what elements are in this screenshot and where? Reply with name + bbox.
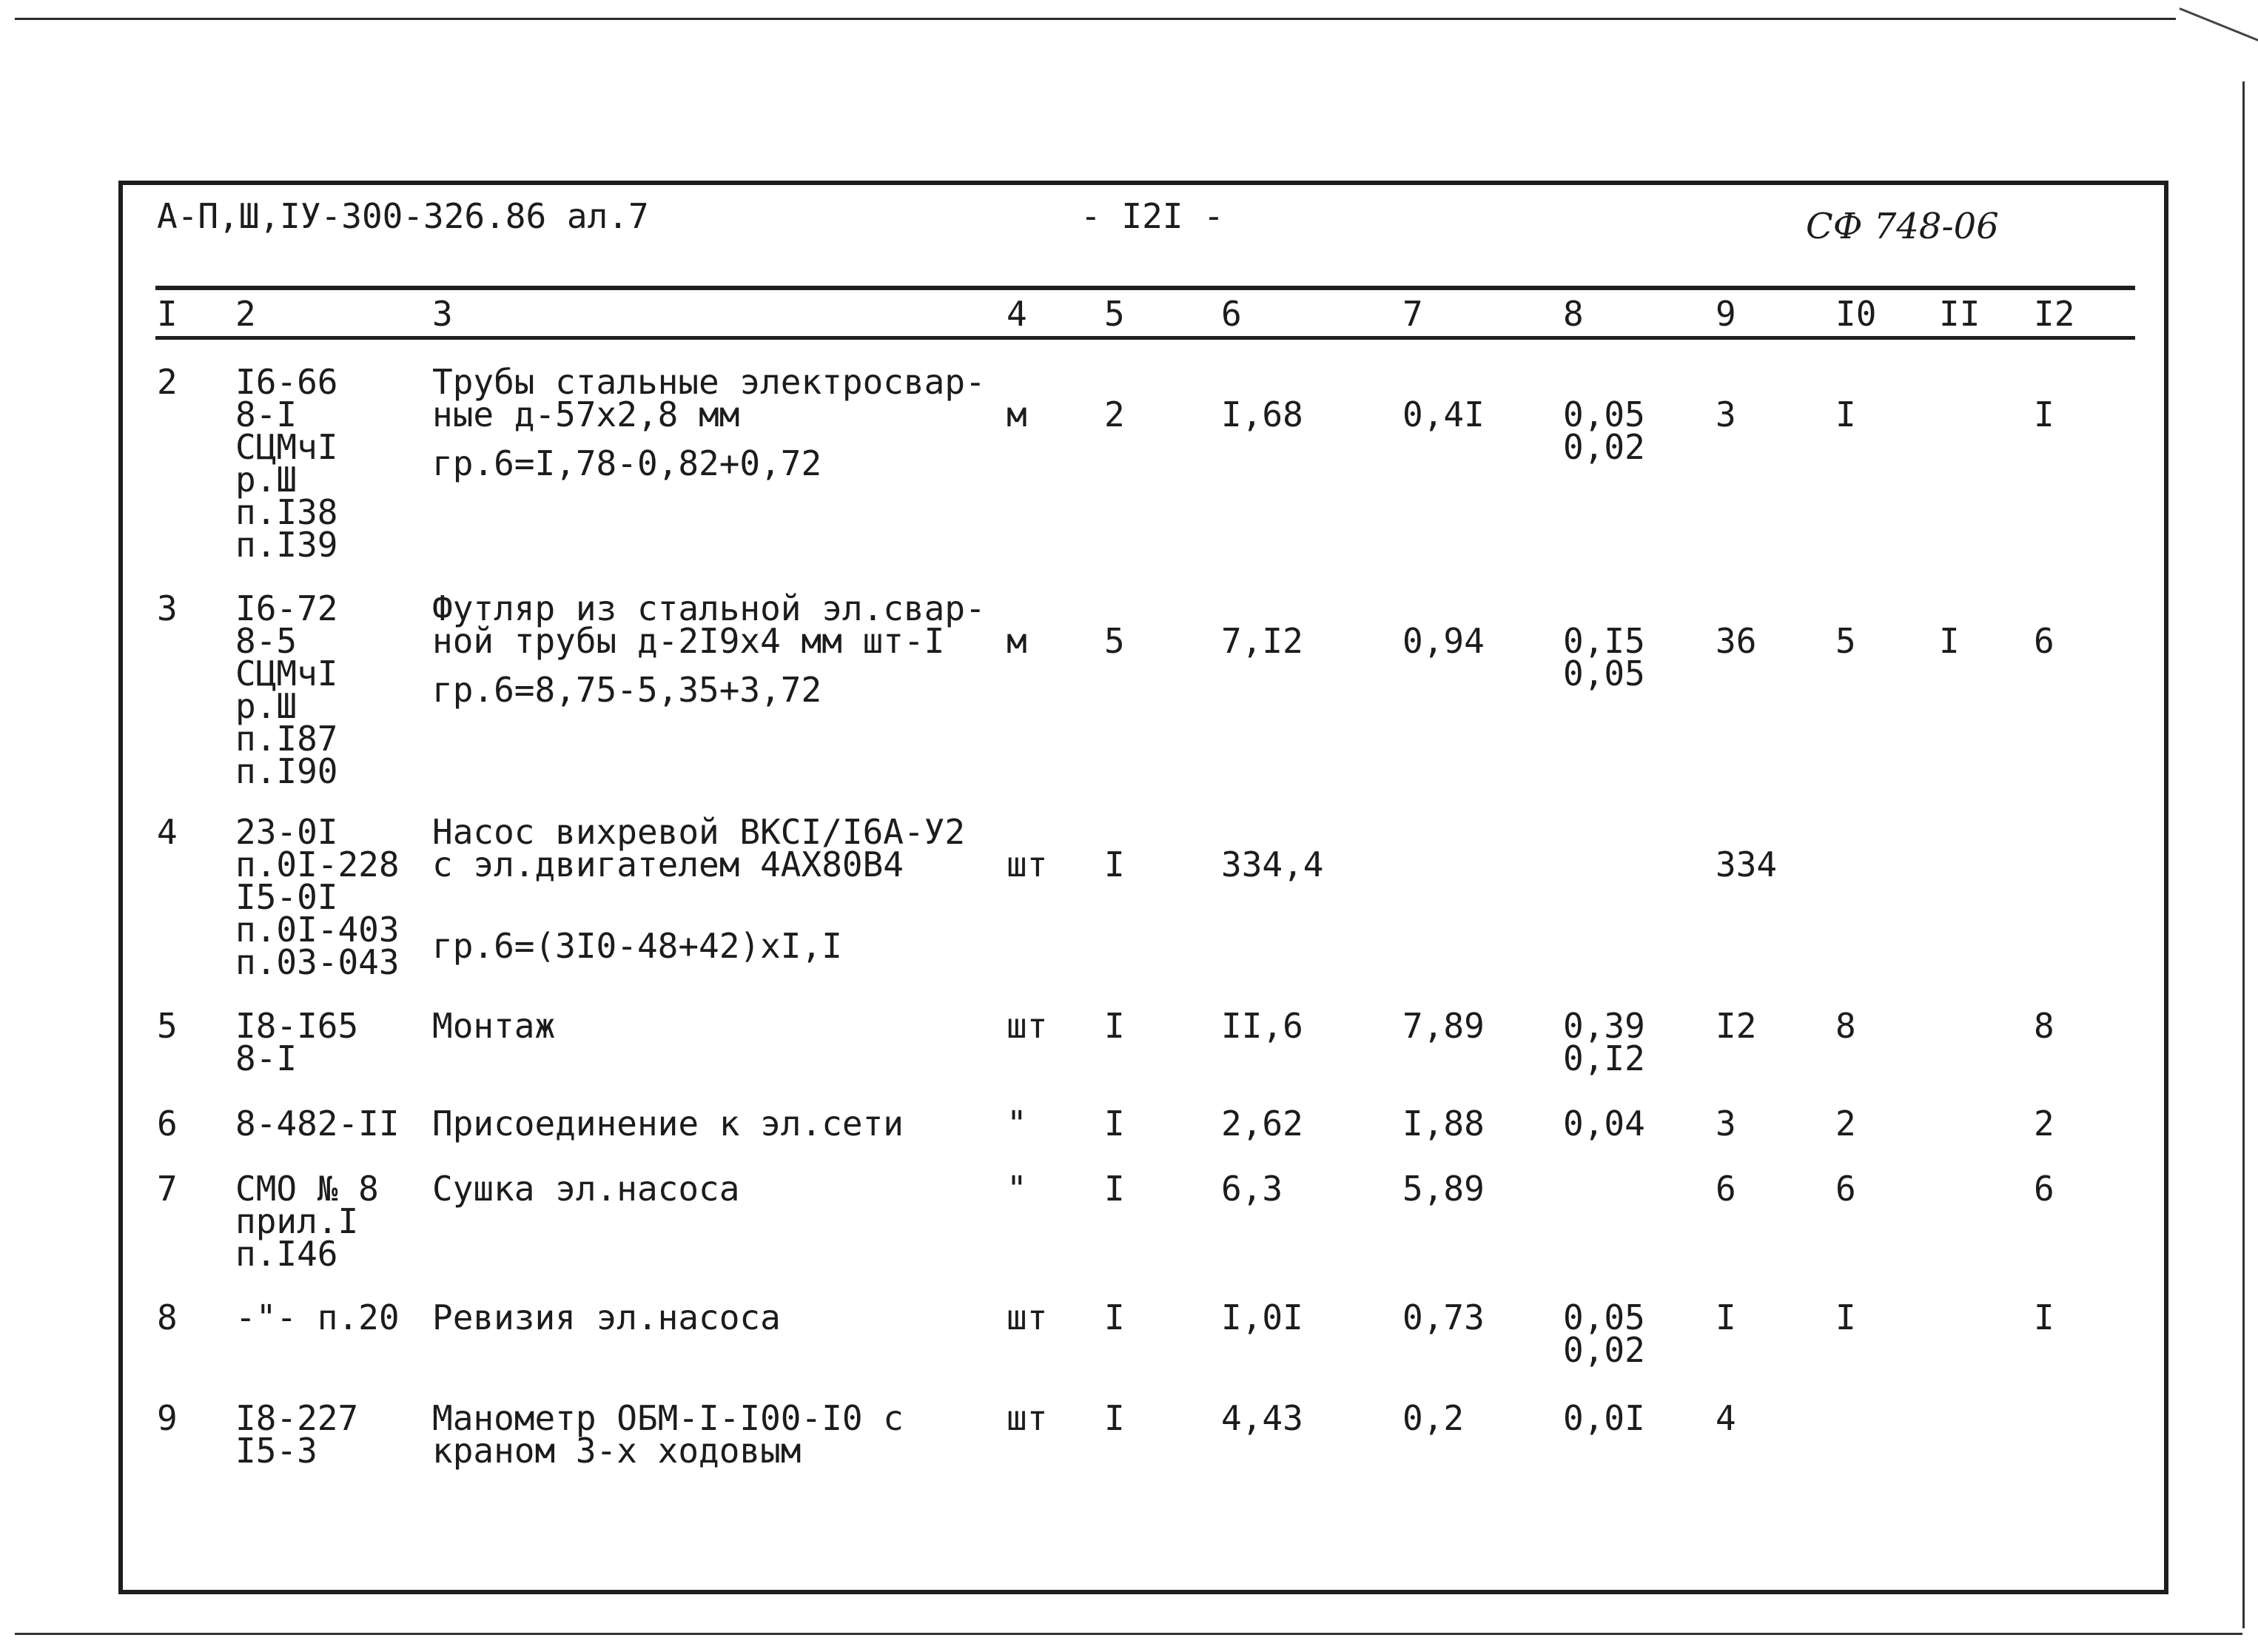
col-6-value: 4,43 <box>1221 1398 1303 1438</box>
col-6-value: 6,3 <box>1221 1169 1283 1209</box>
work-description <box>432 1398 995 1471</box>
col-8-value: 0,05 0,02 <box>1563 1297 1645 1370</box>
norm-code: 23-0I п.0I-228 I5-0I п.0I-403 п.03-043 <box>235 812 400 982</box>
quantity: I <box>1104 1006 1125 1046</box>
norm-code: I8-I65 8-I <box>235 1006 359 1078</box>
col-7-value: 0,2 <box>1402 1398 1465 1438</box>
column-number: II <box>1939 294 1980 334</box>
description-text: Сушка эл.насоса <box>432 1169 740 1209</box>
norm-code: СМО № 8 прил.I п.I46 <box>235 1169 379 1274</box>
norm-code: I8-227 I5-3 <box>235 1398 359 1471</box>
norm-code: I6-72 8-5 СЦМчI р.Ш п.I87 п.I90 <box>235 588 338 791</box>
col-12-value: 8 <box>2034 1006 2054 1046</box>
description-text: Насос вихревой ВКСI/I6А-У2 с эл.двигателем 4АХ80В4 <box>432 812 966 884</box>
col-8-value: 0,0I <box>1563 1398 1645 1438</box>
work-description <box>432 1169 995 1209</box>
col-6-value: I,0I <box>1221 1297 1303 1337</box>
row-number: 3 <box>157 588 178 628</box>
column-number: 4 <box>1007 294 1027 334</box>
column-number: 2 <box>235 294 256 334</box>
norm-code: -"- п.20 <box>235 1297 400 1337</box>
col-9-value: 3 <box>1716 1104 1736 1144</box>
col-9-value: 6 <box>1716 1169 1736 1209</box>
col-8-value: 0,05 0,02 <box>1563 394 1645 467</box>
col-10-value: 6 <box>1835 1169 1856 1209</box>
unit: шт <box>1007 1006 1048 1046</box>
col-8-value: 0,04 <box>1563 1104 1645 1144</box>
column-number: I <box>157 294 178 334</box>
col-9-value: 3 <box>1716 394 1736 434</box>
norm-code: 8-482-II <box>235 1104 400 1144</box>
col-6-value: 334,4 <box>1221 845 1324 884</box>
page-number: - I2I - <box>1081 196 1224 236</box>
col-12-value: 6 <box>2034 1169 2054 1209</box>
unit: шт <box>1007 1398 1048 1438</box>
work-description <box>432 1104 995 1144</box>
col-12-value: 6 <box>2034 621 2054 661</box>
col-12-value: I <box>2034 1297 2054 1337</box>
row-number: 4 <box>157 812 178 852</box>
col-7-value: 0,73 <box>1402 1297 1485 1337</box>
column-number: 9 <box>1716 294 1736 334</box>
col-7-value: 5,89 <box>1402 1169 1485 1209</box>
quantity: I <box>1104 845 1125 884</box>
col-9-value: 36 <box>1716 621 1757 661</box>
unit: м <box>1007 394 1027 434</box>
col-9-value: I2 <box>1716 1006 1757 1046</box>
col-10-value: I <box>1835 394 1856 434</box>
unit: " <box>1007 1169 1027 1209</box>
norm-code: I6-66 8-I СЦМчI р.Ш п.I38 п.I39 <box>235 362 338 565</box>
col-7-value: 0,4I <box>1402 394 1485 434</box>
row-number: 7 <box>157 1169 178 1209</box>
row-number: 2 <box>157 362 178 402</box>
column-number: I0 <box>1835 294 1877 334</box>
quantity: I <box>1104 1297 1125 1337</box>
description-text: Ревизия эл.насоса <box>432 1297 781 1337</box>
unit: шт <box>1007 1297 1048 1337</box>
quantity: 5 <box>1104 621 1125 661</box>
description-text: Манометр ОБМ-I-I00-I0 с краном 3-х ходовым <box>432 1398 904 1471</box>
unit: " <box>1007 1104 1027 1144</box>
column-number: 5 <box>1104 294 1125 334</box>
col-12-value: 2 <box>2034 1104 2054 1144</box>
col-8-value: 0,39 0,I2 <box>1563 1006 1645 1078</box>
col-6-value: II,6 <box>1221 1006 1303 1046</box>
column-number: 8 <box>1563 294 1584 334</box>
col-7-value: 0,94 <box>1402 621 1485 661</box>
col-10-value: I <box>1835 1297 1856 1337</box>
formula-text: гр.6=8,75-5,35+3,72 <box>432 670 822 710</box>
column-number: I2 <box>2034 294 2075 334</box>
description-text: Футляр из стальной эл.свар- ной трубы д-2I9х4 мм шт-I <box>432 588 986 661</box>
quantity: I <box>1104 1398 1125 1438</box>
column-number: 3 <box>432 294 453 334</box>
unit: м <box>1007 621 1027 661</box>
document-code: А-П,Ш,IУ-300-326.86 ал.7 <box>157 196 649 236</box>
col-8-value: 0,I5 0,05 <box>1563 621 1645 694</box>
column-number: 7 <box>1402 294 1423 334</box>
row-number: 5 <box>157 1006 178 1046</box>
work-description <box>432 1006 995 1046</box>
col-9-value: I <box>1716 1297 1736 1337</box>
column-number: 6 <box>1221 294 1242 334</box>
handwritten-stamp: СФ 748-06 <box>1806 206 1999 247</box>
quantity: I <box>1104 1169 1125 1209</box>
row-number: 9 <box>157 1398 178 1438</box>
col-9-value: 4 <box>1716 1398 1736 1438</box>
col-6-value: 7,I2 <box>1221 621 1303 661</box>
col-7-value: I,88 <box>1402 1104 1485 1144</box>
col-7-value: 7,89 <box>1402 1006 1485 1046</box>
col-10-value: 2 <box>1835 1104 1856 1144</box>
description-text: Монтаж <box>432 1006 556 1046</box>
description-text: Присоединение к эл.сети <box>432 1104 904 1144</box>
unit: шт <box>1007 845 1048 884</box>
formula-text: гр.6=(3I0-48+42)хI,I <box>432 926 842 966</box>
work-description <box>432 1297 995 1337</box>
quantity: 2 <box>1104 394 1125 434</box>
col-6-value: I,68 <box>1221 394 1303 434</box>
row-number: 6 <box>157 1104 178 1144</box>
col-6-value: 2,62 <box>1221 1104 1303 1144</box>
work-description <box>432 362 995 483</box>
quantity: I <box>1104 1104 1125 1144</box>
col-12-value: I <box>2034 394 2054 434</box>
work-description <box>432 588 995 710</box>
col-11-value: I <box>1939 621 1960 661</box>
col-9-value: 334 <box>1716 845 1778 884</box>
work-description <box>432 812 995 966</box>
description-text: Трубы стальные электросвар- ные д-57х2,8 мм <box>432 362 986 434</box>
col-10-value: 8 <box>1835 1006 1856 1046</box>
col-10-value: 5 <box>1835 621 1856 661</box>
formula-text: гр.6=I,78-0,82+0,72 <box>432 443 822 483</box>
row-number: 8 <box>157 1297 178 1337</box>
